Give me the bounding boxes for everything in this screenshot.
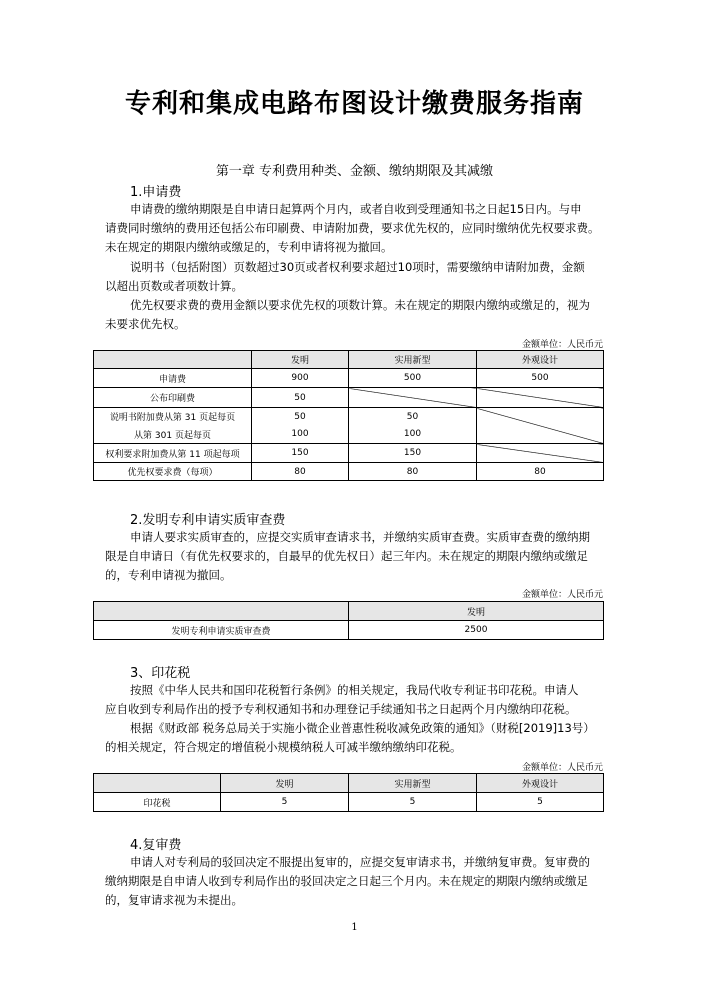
cell-not-applicable [349,388,477,408]
cell-value: 100 [252,426,349,444]
s4-p1-line2: 缴纳期限是自申请人收到专利局作出的驳回决定之日起三个月内。未在规定的期限内缴纳或缴足 [105,874,588,888]
s3-p1-line1: 按照《中华人民共和国印花税暂行条例》的相关规定，我局代收专利证书印花税。申请人 [130,683,579,697]
header-blank [94,602,349,621]
s3-p1-line2: 应自收到专利局作出的授予专利权通知书和办理登记手续通知书之日起两个月内缴纳印花税。 [105,702,577,716]
cell-value: 5 [477,793,604,812]
section-3-heading: 3、印花税 [130,666,191,681]
header-invention: 发明 [349,602,604,621]
cell-value: 150 [252,444,349,463]
cell-value: 80 [252,463,349,481]
s1-p2-line1: 说明书（包括附图）页数超过30页或者权利要求超过10项时，需要缴纳申请附加费，金额 [130,260,585,274]
s3-unit-note: 金额单位：人民币元 [521,763,603,773]
cell-not-applicable [477,444,604,463]
stamp-duty-table [93,773,604,812]
page-title: 专利和集成电路布图设计缴费服务指南 [124,89,584,119]
cell-value: 900 [252,369,349,388]
s2-unit-note: 金额单位：人民币元 [521,590,603,600]
section-2-heading: 2.发明专利申请实质审查费 [130,513,286,528]
cell-value: 500 [349,369,477,388]
header-utility: 实用新型 [349,351,477,369]
row-label-description-extra-301: 从第 301 页起每页 [94,426,252,444]
row-label-stamp-duty: 印花税 [94,793,221,812]
row-label-examination-fee: 发明专利申请实质审查费 [94,621,349,640]
cell-value: 2500 [349,621,604,640]
cell-value: 80 [349,463,477,481]
cell-value: 100 [349,426,477,444]
cell-value: 5 [349,793,477,812]
page-number: 1 [351,922,358,933]
section-4-heading: 4.复审费 [130,838,182,853]
s2-p1-line1: 申请人要求实质审查的，应提交实质审查请求书，并缴纳实质审查费。实质审查费的缴纳期 [130,530,590,544]
header-blank [94,774,221,793]
s1-unit-note: 金额单位：人民币元 [521,340,603,350]
header-design: 外观设计 [477,351,604,369]
s1-p2-line2: 以超出页数或者项数计算。 [105,279,243,293]
cell-not-applicable [477,408,604,444]
row-label-application-fee: 申请费 [94,369,252,388]
cell-value: 50 [252,388,349,408]
s1-p1-line3: 未在规定的期限内缴纳或缴足的，专利申请将视为撤回。 [105,240,393,254]
row-label-description-extra: 说明书附加费从第 31 页起每页 [94,408,252,426]
header-invention: 发明 [221,774,349,793]
header-utility: 实用新型 [349,774,477,793]
s3-p2-line2: 的相关规定，符合规定的增值税小规模纳税人可减半缴纳缴纳印花税。 [105,740,462,754]
row-label-priority-fee: 优先权要求费（每项） [94,463,252,481]
section-1-heading: 1.申请费 [130,185,182,200]
row-label-claims-extra: 权利要求附加费从第 11 项起每项 [94,444,252,463]
s1-p1-line2: 请费同时缴纳的费用还包括公布印刷费、申请附加费，要求优先权的，应同时缴纳优先权要求费。 [105,221,600,235]
s2-p1-line2: 限是自申请日（有优先权要求的，自最早的优先权日）起三年内。未在规定的期限内缴纳或缴足 [105,549,588,563]
header-invention: 发明 [252,351,349,369]
cell-value: 5 [221,793,349,812]
header-blank [94,351,252,369]
s4-p1-line3: 的，复审请求视为未提出。 [105,893,243,907]
s1-p3-line2: 未要求优先权。 [105,317,186,331]
cell-value: 50 [349,408,477,426]
chapter-heading: 第一章 专利费用种类、金额、缴纳期限及其减缴 [215,164,494,179]
s1-p3-line1: 优先权要求费的费用金额以要求优先权的项数计算。未在规定的期限内缴纳或缴足的，视为 [130,298,590,312]
s1-p1-line1: 申请费的缴纳期限是自申请日起算两个月内，或者自收到受理通知书之日起15日内。与申 [130,202,582,216]
cell-value: 150 [349,444,477,463]
row-label-publication-fee: 公布印刷费 [94,388,252,408]
cell-value: 80 [477,463,604,481]
application-fee-table [93,350,604,481]
cell-not-applicable [477,388,604,408]
s2-p1-line3: 的，专利申请视为撤回。 [105,568,232,582]
s3-p2-line1: 根据《财政部 税务总局关于实施小微企业普惠性税收减免政策的通知》（财税[2019]13号） [130,721,595,735]
examination-fee-table [93,601,604,640]
cell-value: 50 [252,408,349,426]
s4-p1-line1: 申请人对专利局的驳回决定不服提出复审的，应提交复审请求书，并缴纳复审费。复审费的 [130,855,590,869]
header-design: 外观设计 [477,774,604,793]
cell-value: 500 [477,369,604,388]
